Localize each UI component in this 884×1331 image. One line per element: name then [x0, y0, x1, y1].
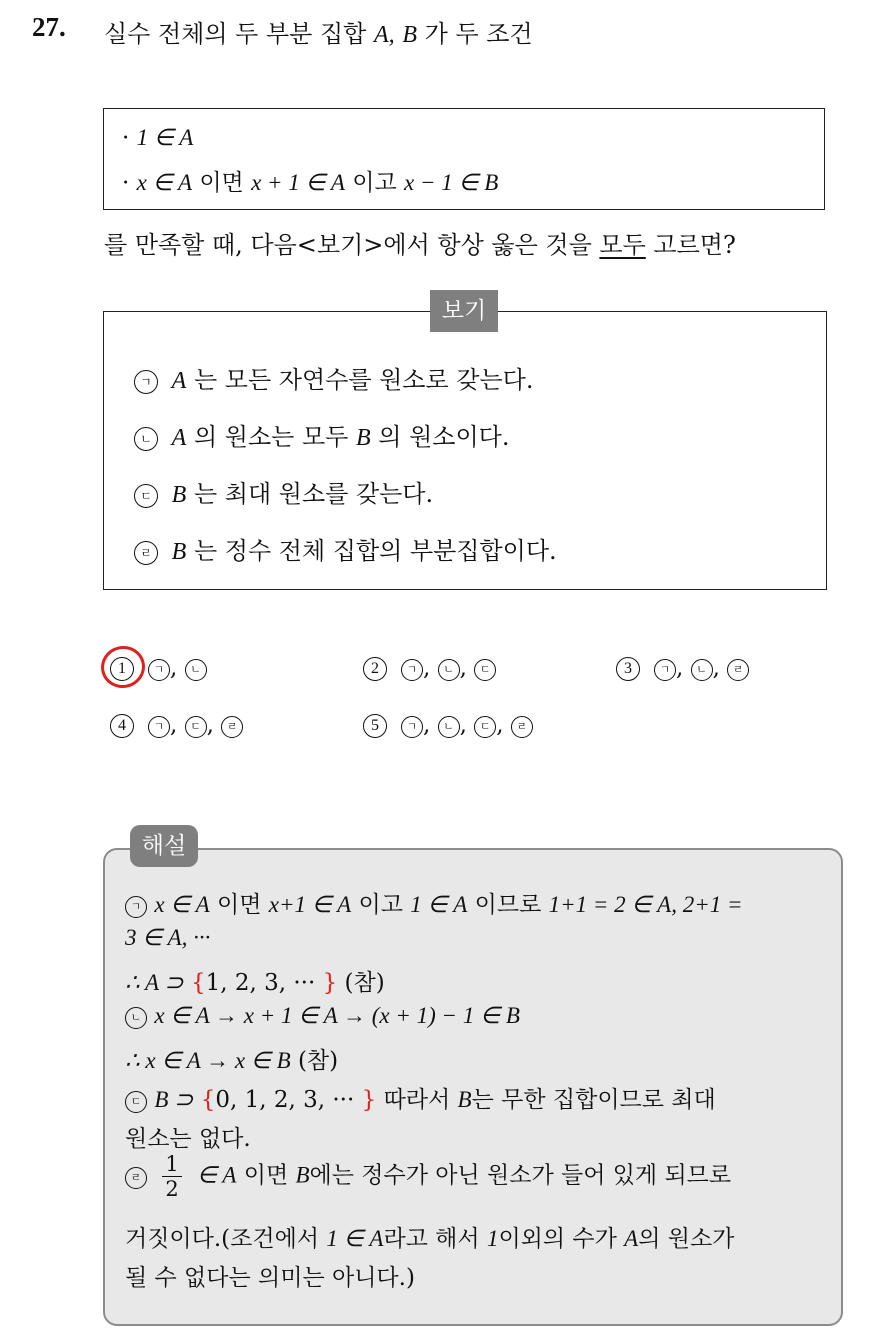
choice-4[interactable]: 4 ㄱ , ㄷ , ㄹ: [110, 712, 243, 738]
bogi-item-1: [134, 360, 534, 395]
answer-mark-circle: [97, 642, 149, 692]
condition-text: 이면: [199, 170, 244, 196]
solution-text: 이고: [358, 892, 403, 918]
bogi-box: [103, 311, 827, 590]
solution-text: 이면: [217, 892, 262, 918]
circled-marker: ㄴ: [691, 659, 713, 681]
solution-math: ∈ A: [197, 1162, 237, 1188]
question-continuation: [104, 225, 736, 260]
choice-number: 2: [363, 657, 387, 681]
condition-bullet: ·: [122, 125, 130, 151]
solution-line-4: [125, 1003, 520, 1029]
bogi-text: 는 정수 전체 집합의 부분집합이다.: [193, 537, 557, 565]
solution-text: 이외의 수가: [498, 1226, 617, 1252]
solution-line-3: [125, 964, 385, 997]
solution-text: 따라서: [383, 1087, 451, 1113]
bogi-item-4: [134, 531, 557, 566]
choice-number: 1: [110, 657, 134, 681]
condition-math: x ∈ A: [136, 170, 193, 195]
solution-var: A: [624, 1226, 639, 1251]
circled-marker: ㄴ: [125, 1007, 147, 1029]
circled-marker: ㄱ: [148, 659, 170, 681]
bogi-item-2: [134, 417, 509, 452]
fraction-denominator: 2: [165, 1177, 179, 1201]
fraction-one-half: [162, 1152, 181, 1201]
circled-marker: ㄱ: [401, 659, 423, 681]
solution-math: x ∈ A → x + 1 ∈ A → (x + 1) − 1 ∈ B: [154, 1003, 520, 1028]
choice-number: 4: [110, 714, 134, 738]
bogi-var: B: [171, 539, 187, 565]
bogi-var: A: [171, 425, 187, 451]
bogi-label: 보기: [430, 290, 498, 332]
conditions-box: [103, 108, 825, 210]
circled-marker: ㄱ: [134, 370, 158, 394]
condition-bullet: ·: [122, 170, 130, 196]
solution-line-10: [125, 1259, 415, 1292]
var-b: B: [402, 22, 417, 48]
circled-marker: ㄹ: [134, 541, 158, 565]
choice-3[interactable]: 3 ㄱ , ㄴ , ㄹ: [616, 655, 749, 681]
solution-var: B: [295, 1162, 310, 1188]
circled-marker: ㄷ: [134, 484, 158, 508]
solution-math: B ⊃: [154, 1087, 194, 1112]
circled-marker: ㄴ: [438, 716, 460, 738]
question-text-post: 가 두 조건: [424, 20, 533, 48]
circled-marker: ㄹ: [511, 716, 533, 738]
solution-math: ∴ x ∈ A → x ∈ B: [125, 1048, 291, 1073]
circled-marker: ㄱ: [148, 716, 170, 738]
circled-marker: ㄱ: [654, 659, 676, 681]
solution-text: (참): [344, 970, 385, 996]
bogi-var: A: [171, 368, 187, 394]
solution-label: 해설: [130, 825, 198, 867]
solution-math: x+1 ∈ A: [268, 892, 352, 917]
condition-math: x − 1 ∈ B: [404, 170, 499, 195]
circled-marker: ㄱ: [125, 896, 147, 918]
solution-math: ∴ A ⊃: [125, 970, 184, 995]
solution-text: 될 수 없다는 의미는 아니다.): [125, 1265, 415, 1291]
solution-text: 원소는 없다.: [125, 1126, 251, 1152]
circled-marker: ㄷ: [125, 1091, 147, 1113]
solution-text: 의 원소가: [638, 1226, 735, 1252]
bogi-text: 는 최대 원소를 갖는다.: [193, 480, 434, 508]
circled-marker: ㄹ: [727, 659, 749, 681]
solution-line-9: [125, 1220, 734, 1253]
solution-line-8: [125, 1152, 731, 1201]
solution-box: [103, 848, 843, 1326]
solution-line-2: [125, 925, 210, 951]
condition-math: 1 ∈ A: [136, 125, 194, 150]
solution-line-7: [125, 1120, 251, 1153]
question-text: [104, 14, 533, 49]
bogi-var: B: [171, 482, 187, 508]
open-brace: {: [190, 970, 206, 996]
solution-text: 에는 정수가 아닌 원소가 들어 있게 되므로: [309, 1162, 732, 1189]
fraction-numerator: 1: [162, 1152, 181, 1177]
var-a: A,: [374, 22, 395, 48]
circled-marker: ㄹ: [125, 1167, 147, 1189]
solution-text: 이므로: [474, 892, 542, 918]
circled-marker: ㄱ: [401, 716, 423, 738]
underlined-word: 모두: [599, 231, 646, 259]
solution-var: B: [457, 1087, 472, 1112]
solution-text: 라고 해서: [383, 1226, 480, 1252]
condition-math: x + 1 ∈ A: [251, 170, 345, 195]
circled-marker: ㄷ: [474, 659, 496, 681]
solution-math: 1+1 = 2 ∈ A, 2+1 =: [548, 892, 743, 917]
solution-line-5: [125, 1042, 338, 1075]
bogi-text: 의 원소이다.: [378, 423, 510, 451]
circled-marker: ㄴ: [438, 659, 460, 681]
bogi-item-3: [134, 474, 433, 509]
continuation-post: 고르면?: [653, 231, 736, 259]
solution-math: 0, 1, 2, 3, ···: [215, 1087, 355, 1113]
choice-1[interactable]: 1 ㄱ , ㄴ: [110, 655, 207, 681]
condition-text: 이고: [352, 170, 397, 196]
solution-text: 는 무한 집합이므로 최대: [471, 1087, 716, 1113]
solution-math: 1 ∈ A: [326, 1226, 384, 1251]
solution-math: 3 ∈ A, ···: [125, 925, 211, 950]
condition-2: [122, 164, 498, 197]
solution-line-6: [125, 1081, 716, 1114]
bogi-var: B: [355, 425, 371, 451]
solution-text: (참): [297, 1048, 339, 1074]
choice-number: 3: [616, 657, 640, 681]
close-brace: }: [361, 1087, 377, 1113]
solution-text: 이면: [243, 1162, 289, 1189]
question-text-pre: 실수 전체의 두 부분 집합: [104, 20, 367, 48]
solution-line-1: [125, 886, 743, 919]
question-number: 27.: [32, 12, 66, 42]
circled-marker: ㄴ: [134, 427, 158, 451]
solution-math: 1: [486, 1226, 499, 1251]
choice-2[interactable]: 2 ㄱ , ㄴ , ㄷ: [363, 655, 496, 681]
continuation-pre: 를 만족할 때, 다음<보기>에서 항상 옳은 것을: [104, 231, 592, 259]
choice-number: 5: [363, 714, 387, 738]
bogi-text: 는 모든 자연수를 원소로 갖는다.: [193, 366, 534, 394]
condition-1: [122, 125, 193, 151]
circled-marker: ㄹ: [221, 716, 243, 738]
open-brace: {: [200, 1087, 216, 1113]
choice-5[interactable]: 5 ㄱ , ㄴ , ㄷ , ㄹ: [363, 712, 533, 738]
circled-marker: ㄷ: [474, 716, 496, 738]
solution-math: 1, 2, 3, ···: [205, 970, 316, 996]
circled-marker: ㄴ: [185, 659, 207, 681]
circled-marker: ㄷ: [185, 716, 207, 738]
bogi-text: 의 원소는 모두: [193, 423, 349, 451]
solution-text: 거짓이다.(조건에서: [125, 1226, 320, 1252]
solution-math: 1 ∈ A: [410, 892, 468, 917]
close-brace: }: [322, 970, 338, 996]
solution-math: x ∈ A: [154, 892, 210, 917]
